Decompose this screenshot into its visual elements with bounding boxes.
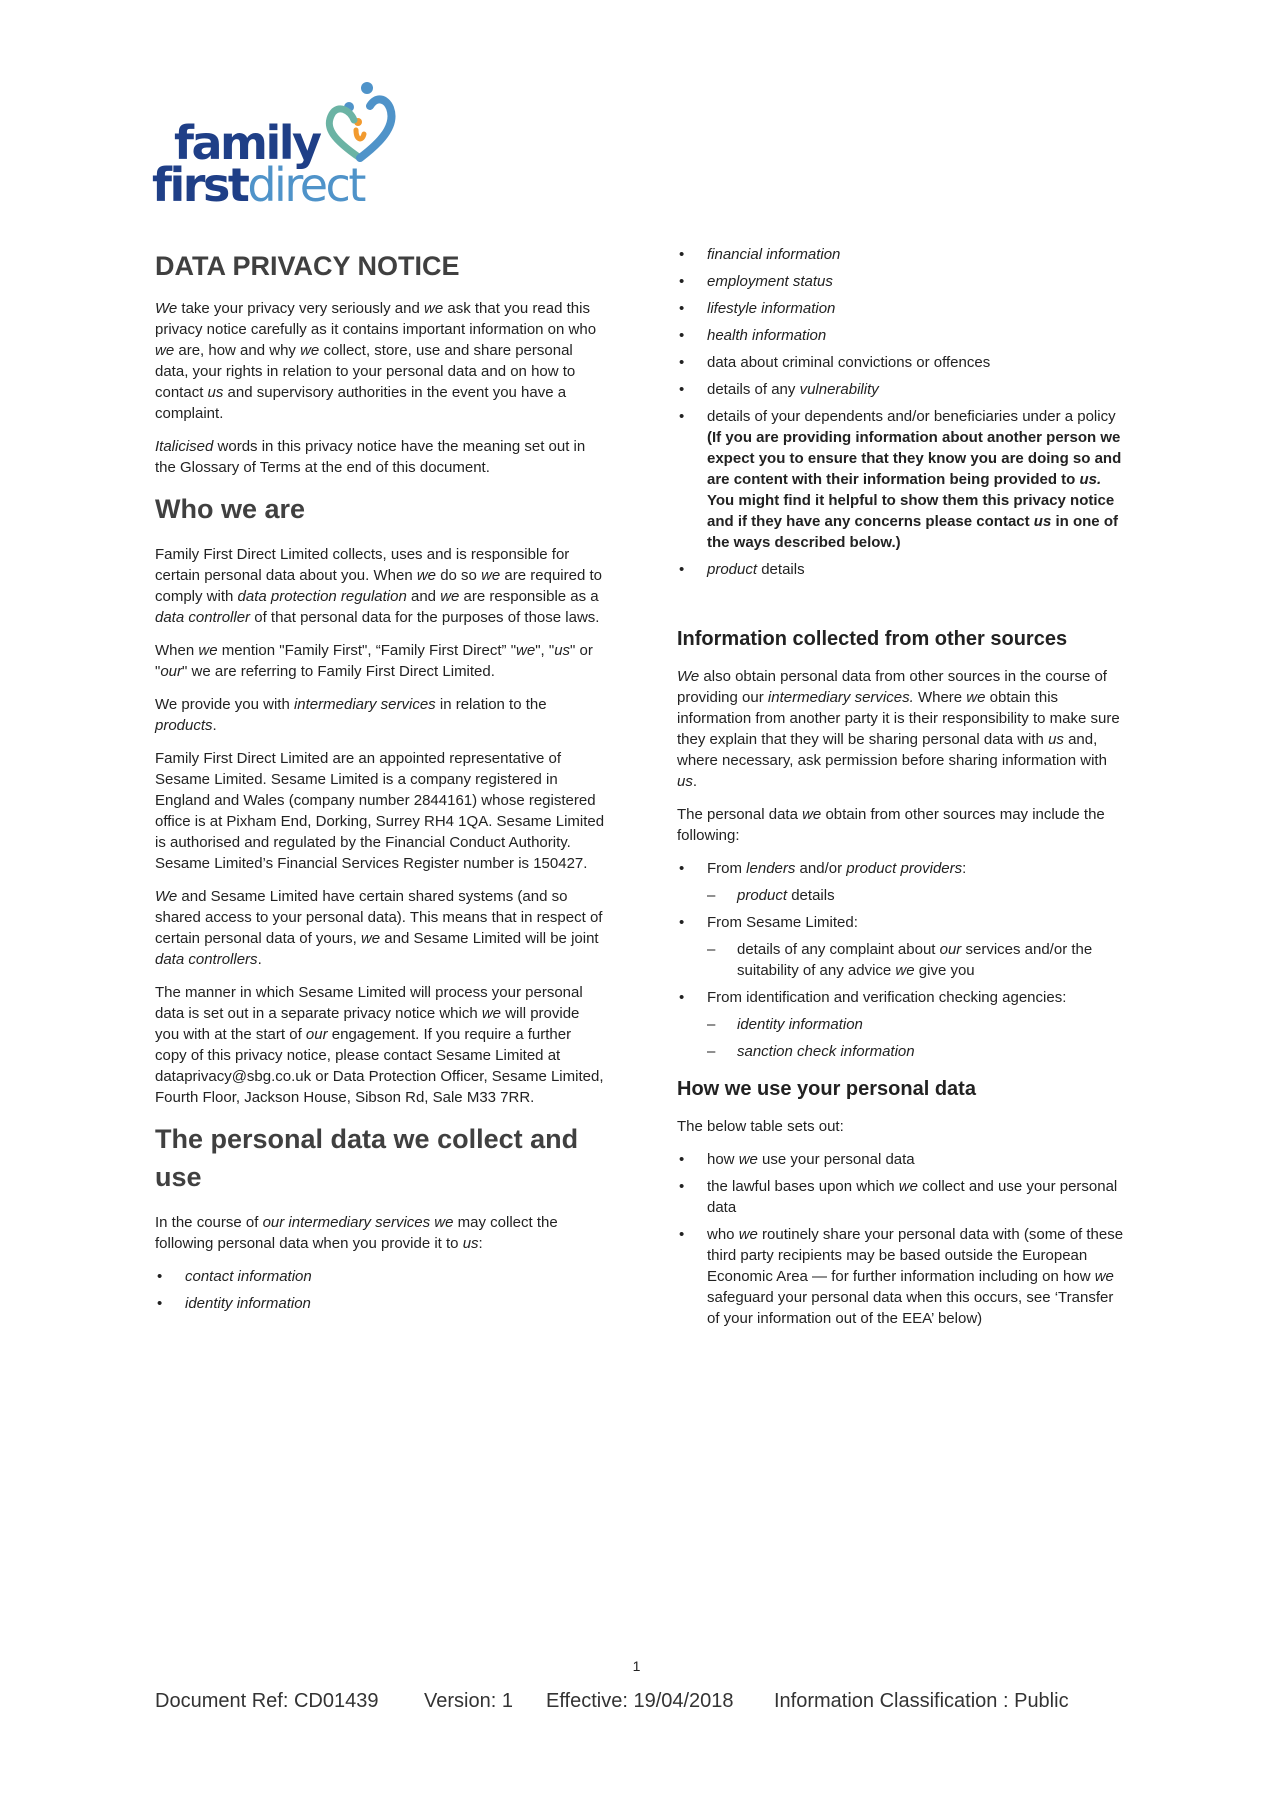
list-item: • From Sesame Limited: – details of any complaint about our services and/or the suitability of any advice we give you (677, 912, 1127, 981)
use-list (677, 1149, 1127, 1329)
effective-date: Effective: 19/04/2018 (546, 1690, 734, 1712)
sub-list-item: – product details (707, 885, 1127, 906)
list-item: • who we routinely share your personal data with (some of these third party recipients may be based outside the European Economic Area — for further information including on how we safeguard your personal data when this occurs, see ‘Transfer of your information out of the EEA’ below) (677, 1224, 1127, 1329)
intro-paragraph-1: We take your privacy very seriously and we ask that you read this privacy notice carefully as it contains important information on who we are, how and why we collect, store, use and share personal data, your rights in relation to your personal data and on how to contact us and supervisory authorities in the event you have a complaint. (155, 300, 597, 422)
page-title: DATA PRIVACY NOTICE (155, 251, 460, 281)
information-classification: Information Classification : Public (774, 1690, 1069, 1712)
personal-data-heading: The personal data we collect and use (155, 1124, 579, 1192)
collected-data-list-right (677, 244, 1127, 580)
other-paragraph-1: We also obtain personal data from other sources in the course of providing our intermediary services. Where we obtain this information from another party it is their responsibility to make sure they explain that they will be sharing personal data with us and, where necessary, ask permission before sharing information with us. (677, 668, 1120, 790)
family-heart-icon (320, 80, 400, 164)
list-item: • lifestyle information (677, 298, 1127, 319)
who-we-are-heading: Who we are (155, 494, 306, 524)
who-paragraph-2: When we mention "Family First", “Family First Direct” "we", "us" or "our" we are referring to Family First Direct Limited. (155, 642, 593, 680)
list-item: • From identification and verification checking agencies: – identity information – sanction check information (677, 987, 1127, 1062)
sub-list (707, 885, 1127, 906)
list-item: • details of your dependents and/or beneficiaries under a policy (If you are providing information about another person we expect you to ensure that they know you are doing so and are content with their information being provided to us. You might find it helpful to show them this privacy notice and if they have any concerns please contact us in one of the ways described below.) (677, 406, 1127, 553)
intro-paragraph-2: Italicised words in this privacy notice have the meaning set out in the Glossary of Terms at the end of this document. (155, 438, 586, 476)
left-column (155, 240, 605, 1320)
how-we-use-heading: How we use your personal data (677, 1078, 976, 1100)
list-item: • product details (677, 559, 1127, 580)
other-sources-heading: Information collected from other sources (677, 628, 1068, 650)
who-paragraph-4: Family First Direct Limited are an appointed representative of Sesame Limited. Sesame Limited is a company registered in England and Wales (company number 2844161) whose registered office is at Pixham End, Dorking, Surrey RH4 1QA. Sesame Limited is authorised and regulated by the Financial Conduct Authority. Sesame Limited’s Financial Services Register number is 150427. (155, 750, 605, 872)
sub-list-item: – sanction check information (707, 1041, 1127, 1062)
collected-data-list-left (155, 1266, 605, 1314)
who-paragraph-6: The manner in which Sesame Limited will process your personal data is set out in a separate privacy notice which we will provide you with at the start of our engagement. If you require a further copy of this privacy notice, please contact Sesame Limited at dataprivacy@sbg.co.uk or Data Protection Officer, Sesame Limited, Fourth Floor, Jackson House, Sibson Rd, Sale M33 7RR. (155, 984, 604, 1106)
list-item: • identity information (155, 1293, 605, 1314)
document-version: Version: 1 (424, 1690, 513, 1712)
document-ref: Document Ref: CD01439 (155, 1690, 379, 1712)
list-item: • how we use your personal data (677, 1149, 1127, 1170)
other-sources-list (677, 858, 1127, 1062)
list-item: • financial information (677, 244, 1127, 265)
right-column (677, 244, 1127, 1335)
who-paragraph-1: Family First Direct Limited collects, uses and is responsible for certain personal data about you. When we do so we are required to comply with data protection regulation and we are responsible as a data controller of that personal data for the purposes of those laws. (155, 546, 602, 626)
who-paragraph-5: We and Sesame Limited have certain shared systems (and so shared access to your personal data). This means that in respect of certain personal data of yours, we and Sesame Limited will be joint data controllers. (155, 888, 603, 968)
list-item: • From lenders and/or product providers: – product details (677, 858, 1127, 906)
page-number: 1 (632, 1658, 641, 1674)
collect-intro: In the course of our intermediary services we may collect the following personal data when you provide it to us: (155, 1214, 558, 1252)
logo-word-first-direct: firstdirect (152, 158, 364, 212)
other-paragraph-2: The personal data we obtain from other sources may include the following: (677, 806, 1105, 844)
list-item: • contact information (155, 1266, 605, 1287)
sub-list (707, 1014, 1127, 1062)
list-item: • details of any vulnerability (677, 379, 1127, 400)
company-logo (152, 80, 402, 210)
use-intro: The below table sets out: (677, 1118, 844, 1135)
list-item: • data about criminal convictions or offences (677, 352, 1127, 373)
document-footer (155, 1690, 1069, 1713)
sub-list-item: – details of any complaint about our services and/or the suitability of any advice we give you (707, 939, 1127, 981)
who-paragraph-3: We provide you with intermediary services in relation to the products. (155, 696, 547, 734)
sub-list (707, 939, 1127, 981)
list-item: • health information (677, 325, 1127, 346)
sub-list-item: – identity information (707, 1014, 1127, 1035)
list-item: • employment status (677, 271, 1127, 292)
logo-word-family: family (174, 116, 320, 170)
list-item: • the lawful bases upon which we collect and use your personal data (677, 1176, 1127, 1218)
